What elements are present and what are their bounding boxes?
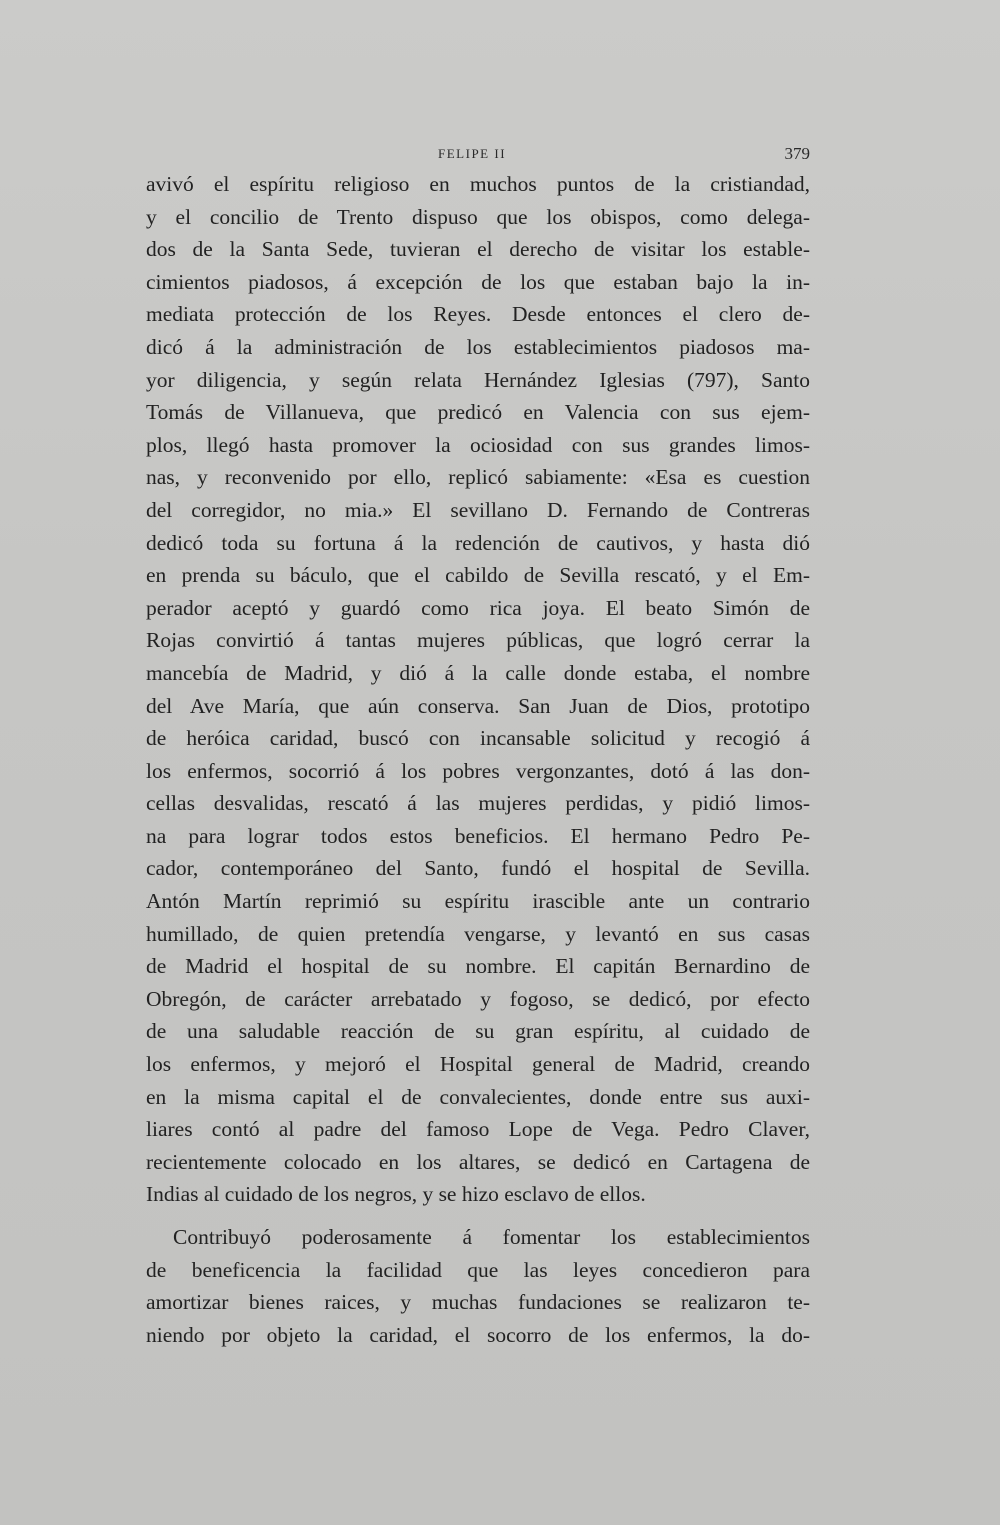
text-line: Tomás de Villanueva, que predicó en Valencia con sus ejem- (146, 400, 810, 425)
text-line: perador aceptó y guardó como rica joya. El beato Simón de (146, 595, 810, 620)
paragraph-gap (146, 1211, 810, 1221)
text-line: del Ave María, que aún conserva. San Juan de Dios, prototipo (146, 693, 810, 718)
text-line: en la misma capital el de convalecientes, donde entre sus auxi- (146, 1084, 810, 1109)
text-line: mediata protección de los Reyes. Desde entonces el clero de- (146, 302, 810, 327)
text-line: Indias al cuidado de los negros, y se hizo esclavo de ellos. (146, 1182, 646, 1207)
text-line: liares contó al padre del famoso Lope de Vega. Pedro Claver, (146, 1117, 810, 1142)
text-line: nas, y reconvenido por ello, replicó sabiamente: «Esa es cuestion (146, 465, 810, 490)
running-head (148, 146, 810, 170)
text-line: del corregidor, no mia.» El sevillano D. Fernando de Contreras (146, 497, 810, 522)
text-line: yor diligencia, y según relata Hernández Iglesias (797), Santo (146, 367, 810, 392)
running-title: FELIPE II (438, 146, 507, 161)
text-line: dicó á la administración de los establecimientos piadosos ma- (146, 334, 810, 359)
text-line: los enfermos, socorrió á los pobres vergonzantes, dotó á las don- (146, 758, 810, 783)
text-line: humillado, de quien pretendía vengarse, y levantó en sus casas (146, 921, 810, 946)
text-line: recientemente colocado en los altares, se dedicó en Cartagena de (146, 1149, 810, 1174)
text-line: de Madrid el hospital de su nombre. El capitán Bernardino de (146, 954, 810, 979)
text-line: Obregón, de carácter arrebatado y fogoso, se dedicó, por efecto (146, 986, 810, 1011)
text-line: niendo por objeto la caridad, el socorro de los enfermos, la do- (146, 1322, 810, 1347)
text-line: de heróica caridad, buscó con incansable solicitud y recogió á (146, 726, 810, 751)
text-line: y el concilio de Trento dispuso que los obispos, como delega- (146, 204, 810, 229)
text-line: en prenda su báculo, que el cabildo de Sevilla rescató, y el Em- (146, 563, 810, 588)
text-line: mancebía de Madrid, y dió á la calle donde estaba, el nombre (146, 660, 810, 685)
text-line: amortizar bienes raices, y muchas fundaciones se realizaron te- (146, 1290, 810, 1315)
text-line: Contribuyó poderosamente á fomentar los establecimientos (173, 1225, 810, 1249)
body-text (146, 168, 810, 1351)
paragraph-2 (146, 1221, 810, 1351)
text-line: plos, llegó hasta promover la ociosidad con sus grandes limos- (146, 432, 810, 457)
text-line: de beneficencia la facilidad que las leyes concedieron para (146, 1257, 810, 1282)
paragraph-1 (146, 168, 810, 1211)
text-line: de una saludable reacción de su gran espíritu, al cuidado de (146, 1019, 810, 1044)
text-line: na para lograr todos estos beneficios. El hermano Pedro Pe- (146, 823, 810, 848)
text-line: cador, contemporáneo del Santo, fundó el hospital de Sevilla. (146, 856, 810, 881)
text-line: cimientos piadosos, á excepción de los que estaban bajo la in- (146, 269, 810, 294)
text-line: los enfermos, y mejoró el Hospital general de Madrid, creando (146, 1052, 810, 1077)
text-line: Antón Martín reprimió su espíritu irascible ante un contrario (146, 889, 810, 914)
text-line: avivó el espíritu religioso en muchos puntos de la cristiandad, (146, 172, 810, 196)
text-line: dedicó toda su fortuna á la redención de cautivos, y hasta dió (146, 530, 810, 555)
text-line: dos de la Santa Sede, tuvieran el derecho de visitar los estable- (146, 237, 810, 262)
text-line: Rojas convirtió á tantas mujeres públicas, que logró cerrar la (146, 628, 810, 653)
page-number: 379 (784, 144, 810, 163)
text-line: cellas desvalidas, rescató á las mujeres perdidas, y pidió limos- (146, 791, 810, 816)
